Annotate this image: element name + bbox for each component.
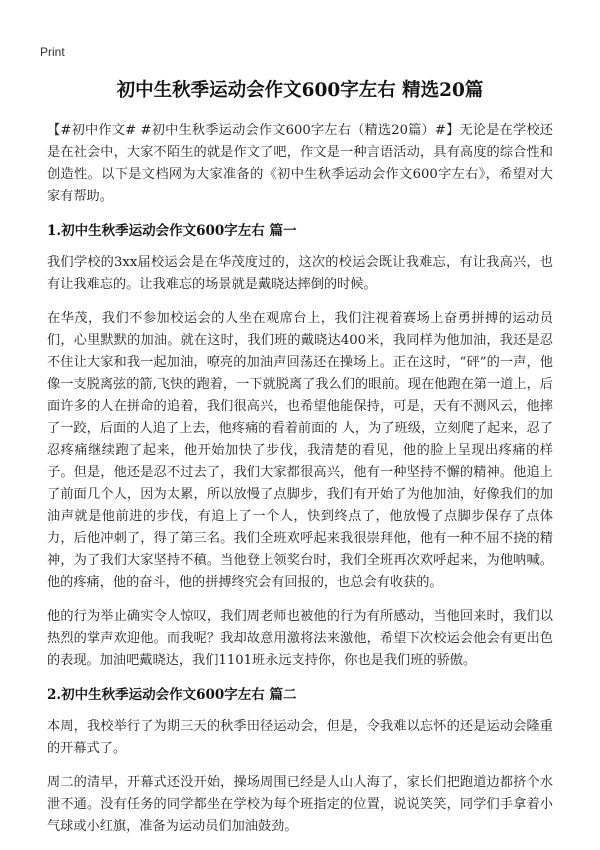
paragraph: 他的行为举止确实令人惊叹，我们周老师也被他的行为有所感动，当他回来时，我们以热烈的掌声欢迎他。而我呢？我却故意用激将法来激他，希望下次校运会他会有更出色的表现。加油吧戴晓达，我们1101班永远支持你，你也是我们班的骄傲。	[47, 609, 553, 668]
paragraph: 我们学校的3xx届校运会是在华茂度过的，这次的校运会既让我难忘，有让我高兴，也有让我难忘的。让我难忘的场景就是戴晓达摔倒的时候。	[47, 255, 553, 292]
document-body	[47, 120, 553, 850]
intro-paragraph: 【#初中作文# #初中生秋季运动会作文600字左右（精选20篇）#】无论是在学校还是在社会中，大家不陌生的就是作文了吧，作文是一种言语活动，具有高度的综合性和创造性。以下是文档网为大家准备的《初中生秋季运动会作文600字左右》，希望对大家有帮助。	[47, 123, 553, 204]
section-heading-1: 1.初中生秋季运动会作文600字左右 篇一	[47, 223, 297, 239]
document-title: 初中生秋季运动会作文600字左右 精选20篇	[116, 80, 484, 101]
print-label[interactable]: Print	[40, 45, 65, 59]
paragraph: 本周，我校举行了为期三天的秋季田径运动会，但是，令我难以忘怀的还是运动会隆重的开幕式了。	[47, 719, 553, 756]
paragraph: 周二的清早，开幕式还没开始，操场周围已经是人山人海了，家长们把跑道边都挤个水泄不通。没有任务的同学都坐在学校为每个班指定的位置，说说笑笑，同学们手拿着小气球或小红旗，准备为运动员们加油鼓劲。	[47, 775, 553, 834]
paragraph: 在华茂，我们不参加校运会的人坐在观席台上，我们注视着赛场上奋勇拼搏的运动员们，心里默默的加油。就在这时，我们班的戴晓达400米，我同样为他加油，我还是忍不住让大家和我一起加油，嘹亮的加油声回荡还在操场上。正在这时，“砰”的一声，他像一支脱离弦的箭,飞快的跑着，一下就脱离了我么们的眼前。现在他跑在第一道上，后面许多的人在拼命的追着，我们很高兴，也希望他能保持，可是，天有不测风云，他摔了一跤，后面的人追了上去，他疼痛的看着前面的 人，为了班级，立刻爬了起来，忍了忍疼痛继续跑了起来，他开始加快了步伐，我清楚的看见，他的脸上呈现出疼痛的样子。但是，他还是忍不过去了，我们大家都很高兴，他有一种坚持不懈的精神。他追上了前面几个人，因为太累，所以放慢了点脚步，我们有开始了为他加油，好像我们的加油声就是他前进的步伐，有追上了一个人，快到终点了，他放慢了点脚步保存了点体力，后他冲刺了，得了第三名。我们全班欢呼起来我很崇拜他，他有一种不屈不挠的精神，为了我们大家坚持不稹。当他登上领奖台时，我们全班再次欢呼起来，为他呐喊。他的疼痛，他的奋斗，他的拼搏终究会有回报的，也总会有收获的。	[47, 311, 553, 590]
section-heading-2: 2.初中生秋季运动会作文600字左右 篇二	[47, 687, 297, 703]
